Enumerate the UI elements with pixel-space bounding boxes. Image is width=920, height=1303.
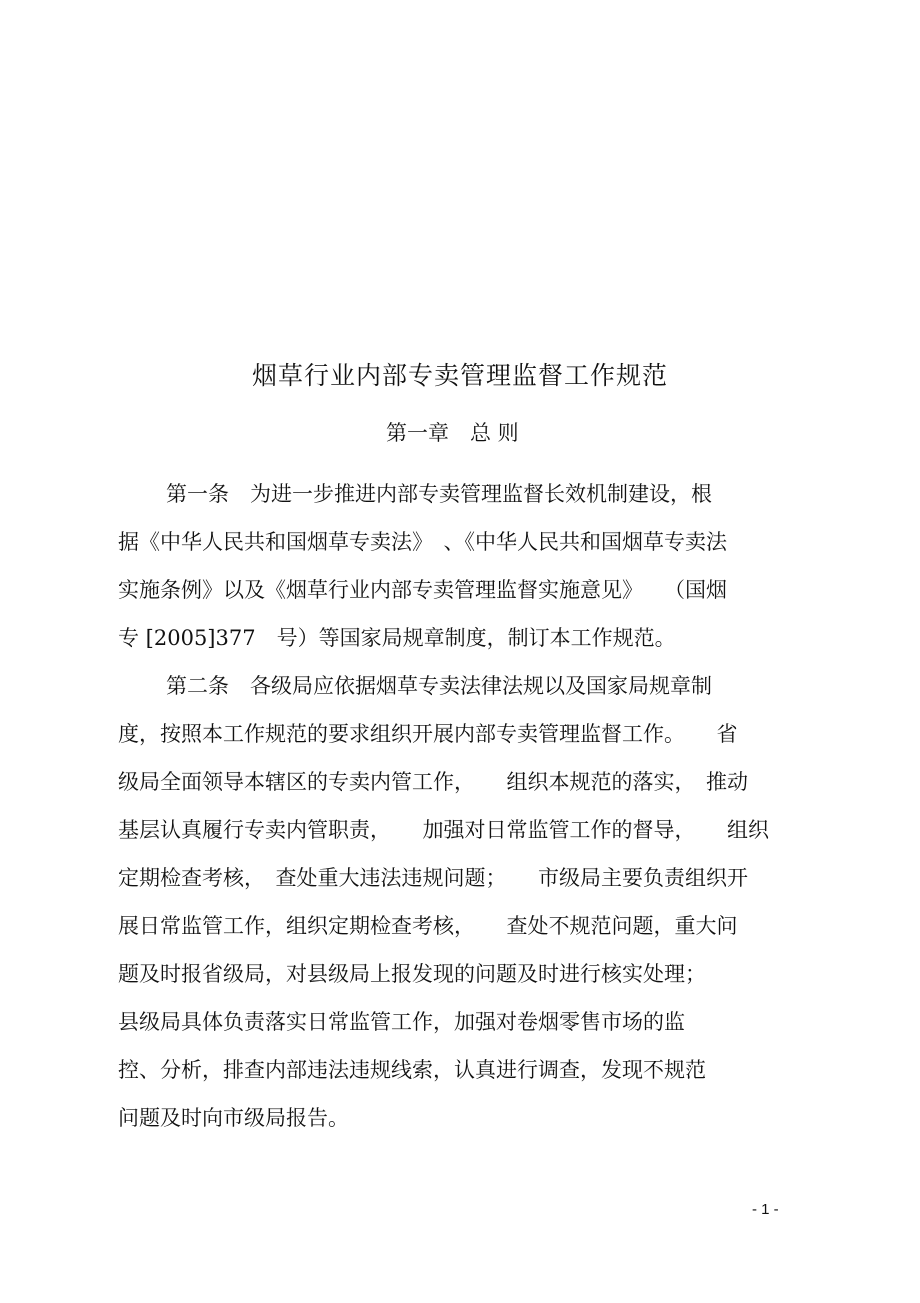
- article2-line-4: 基层认真履行专卖内管职责， 加强对日常监管工作的督导， 组织: [118, 818, 769, 842]
- article2-line-10: 问题及时向市级局报告。: [118, 1106, 349, 1130]
- chapter-heading: 第一章 总 则: [386, 421, 519, 445]
- document-title: 烟草行业内部专卖管理监督工作规范: [251, 361, 668, 390]
- article2-line-1: 第二条 各级局应依据烟草专卖法律法规以及国家局规章制: [166, 674, 712, 698]
- article2-line-2: 度，按照本工作规范的要求组织开展内部专卖管理监督工作。 省: [118, 722, 738, 746]
- article1-line-1: 第一条 为进一步推进内部专卖管理监督长效机制建设，根: [166, 482, 712, 506]
- article1-line-3: 实施条例》以及《烟草行业内部专卖管理监督实施意见》 （国烟: [118, 578, 727, 602]
- page-number: - 1 -: [752, 1201, 779, 1218]
- article2-line-6: 展日常监管工作，组织定期检查考核， 查处不规范问题，重大问: [118, 914, 738, 938]
- article2-line-9: 控、分析，排查内部违法违规线索，认真进行调查，发现不规范: [118, 1058, 706, 1082]
- article2-line-5: 定期检查考核， 查处重大违法违规问题； 市级局主要负责组织开: [118, 866, 748, 890]
- article1-line-4: 专 [2005]377 号）等国家局规章制度，制订本工作规范。: [118, 626, 676, 650]
- article2-line-7: 题及时报省级局，对县级局上报发现的问题及时进行核实处理；: [118, 962, 706, 986]
- article2-line-3: 级局全面领导本辖区的专卖内管工作， 组织本规范的落实， 推动: [118, 770, 748, 794]
- article1-line-2: 据《中华人民共和国烟草专卖法》 、《中华人民共和国烟草专卖法: [118, 530, 727, 554]
- article2-line-8: 县级局具体负责落实日常监管工作，加强对卷烟零售市场的监: [118, 1010, 685, 1034]
